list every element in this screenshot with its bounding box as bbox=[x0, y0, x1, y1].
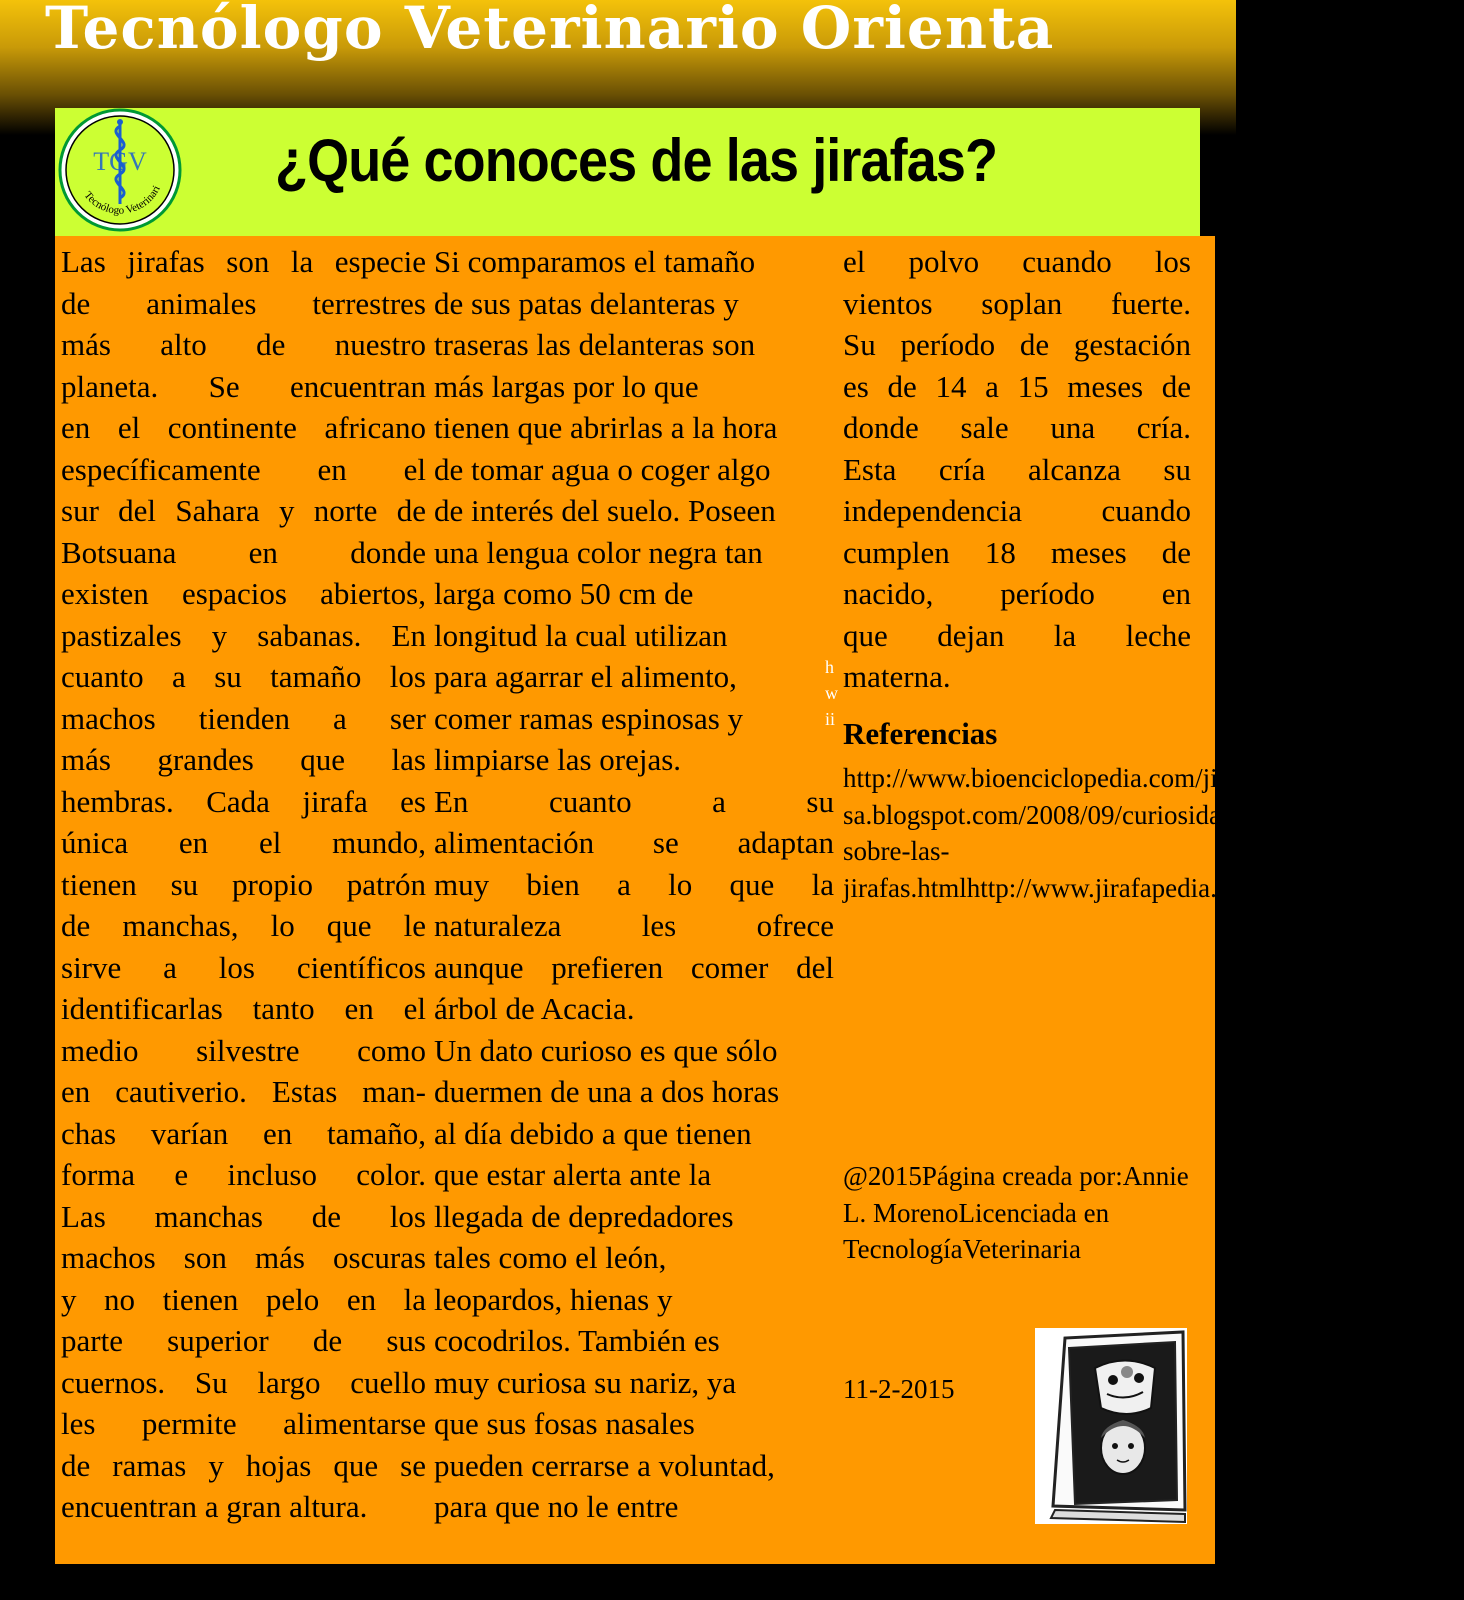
refs-line: /jirafa/ bbox=[1195, 763, 1268, 793]
refs-line: http:// bbox=[843, 763, 908, 793]
refs-line: www.jirafapedia.com/ bbox=[1031, 872, 1271, 903]
col2-line: comer ramas espinosas y bbox=[434, 700, 744, 736]
col2-line: Un dato curioso es que sólo bbox=[434, 1032, 778, 1068]
col1-line: forma e incluso color. bbox=[61, 1157, 426, 1192]
col1-line: de manchas, lo que le bbox=[61, 908, 426, 943]
col1-line: pastizales y sabanas. En bbox=[61, 617, 426, 653]
col2-line: de sus patas delanteras y bbox=[434, 285, 739, 321]
refs-line: http:// bbox=[1267, 763, 1332, 793]
col1-line: Botsuana en donde bbox=[61, 534, 426, 570]
col1-line: medio silvestre como bbox=[61, 1032, 426, 1068]
col1-line: Las manchas de los bbox=[61, 1198, 426, 1234]
col3-line: cumplen 18 meses de bbox=[843, 534, 1191, 570]
col3-line: vientos soplan fuerte. bbox=[843, 285, 1191, 321]
col2-line: aunque prefieren comer del bbox=[434, 949, 834, 985]
col1-line: más grandes que las bbox=[61, 742, 426, 777]
col2-line: En cuanto a su bbox=[434, 783, 834, 819]
col3-line: Su período de gestación bbox=[843, 327, 1191, 362]
col2-line: llegada de depredadores bbox=[434, 1198, 734, 1234]
page-title: ¿Qué conoces de las jirafas? bbox=[275, 127, 998, 194]
logo-initials: TGV bbox=[93, 147, 147, 176]
page-credit bbox=[843, 1158, 1193, 1268]
col2-line: tienen que abrirlas a la hora bbox=[434, 410, 778, 445]
col3-line: que dejan la leche bbox=[843, 617, 1191, 653]
col1-line: única en el mundo, bbox=[61, 825, 426, 860]
refs-line: www.bioenciclopedia.com bbox=[907, 763, 1196, 793]
col3-line: nacido, período en bbox=[843, 576, 1191, 611]
caduceus-icon bbox=[58, 108, 182, 232]
article-column-3 bbox=[843, 241, 1191, 698]
col1-line: en cautiverio. Estas man- bbox=[61, 1074, 426, 1109]
refs-line: sa.blogspot.com/2008/09/ bbox=[843, 799, 1122, 830]
col2-line: alimentación se adaptan bbox=[434, 825, 834, 860]
giraffe-window-icon bbox=[1035, 1328, 1187, 1524]
col2-line: que sus fosas nasales bbox=[434, 1406, 695, 1441]
col2-line: cocodrilos. También es bbox=[434, 1323, 720, 1358]
col2-line: tales como el león, bbox=[434, 1240, 667, 1275]
col1-line: y no tienen pelo en la bbox=[61, 1281, 426, 1317]
col1-line: de ramas y hojas que se bbox=[61, 1447, 426, 1483]
refs-line: curiosidades-sobre-las- bbox=[843, 799, 1266, 866]
col2-line: duermen de una a dos horas bbox=[434, 1074, 780, 1109]
col2-line: para agarrar el alimento, bbox=[434, 659, 737, 694]
col2-line: árbol de Acacia. bbox=[434, 991, 635, 1026]
references-heading: Referencias bbox=[843, 716, 998, 751]
col1-line: cuanto a su tamaño los bbox=[61, 659, 426, 694]
col1-line: sirve a los científicos bbox=[61, 949, 426, 985]
col2-line: de tomar agua o coger algo bbox=[434, 451, 771, 487]
credit-line: Licenciada en Tecnología bbox=[843, 1197, 1110, 1264]
col1-line: de animales terrestres bbox=[61, 285, 426, 321]
col1-line: hembras. Cada jirafa es bbox=[61, 783, 426, 819]
col2-line: muy curiosa su nariz, ya bbox=[434, 1364, 737, 1400]
col1-line: específicamente en el bbox=[61, 451, 426, 487]
credit-line: Annie L. Moreno bbox=[843, 1161, 1189, 1228]
refs-line: http:// bbox=[966, 872, 1032, 903]
col2-line: para que no le entre bbox=[434, 1489, 679, 1524]
refs-line: naturacurio- bbox=[1331, 763, 1464, 793]
article-column-1 bbox=[61, 241, 426, 1528]
col1-line: parte superior de sus bbox=[61, 1323, 426, 1358]
col1-line: machos son más oscuras bbox=[61, 1240, 426, 1275]
tgv-logo bbox=[58, 108, 182, 232]
col3-line: independencia cuando bbox=[843, 493, 1191, 528]
stray-text: h w ii bbox=[825, 657, 838, 729]
col2-line: longitud la cual utilizan bbox=[434, 617, 728, 653]
col1-line: les permite alimentarse bbox=[61, 1406, 426, 1441]
col1-line: más alto de nuestro bbox=[61, 327, 426, 362]
col2-line: que estar alerta ante la bbox=[434, 1157, 712, 1192]
credit-line: Veterinaria bbox=[962, 1234, 1081, 1264]
article-body bbox=[55, 236, 1464, 1564]
col1-line: cuernos. Su largo cuello bbox=[61, 1364, 426, 1400]
col2-line: naturaleza les ofrece bbox=[434, 908, 834, 943]
col1-line: machos tienden a ser bbox=[61, 700, 426, 736]
col3-line: Esta cría alcanza su bbox=[843, 451, 1191, 487]
refs-line: jirafas.html bbox=[843, 872, 967, 903]
col2-line: pueden cerrarse a voluntad, bbox=[434, 1447, 775, 1483]
col1-line: sur del Sahara y norte de bbox=[61, 493, 426, 528]
col3-line: es de 14 a 15 meses de bbox=[843, 368, 1191, 404]
col2-line: al día debido a que tienen bbox=[434, 1115, 752, 1151]
article-column-2 bbox=[434, 241, 834, 1528]
col2-line: leopardos, hienas y bbox=[434, 1281, 673, 1317]
col3-line: donde sale una cría. bbox=[843, 410, 1191, 445]
col1-line: en el continente africano bbox=[61, 410, 426, 445]
col3-line: materna. bbox=[843, 659, 951, 694]
col2-line: traseras las delanteras son bbox=[434, 327, 756, 362]
col2-line: Si comparamos el tamaño bbox=[434, 244, 756, 279]
col1-line: planeta. Se encuentran bbox=[61, 368, 426, 404]
col2-line: una lengua color negra tan bbox=[434, 534, 763, 570]
cartoon-illustration bbox=[1035, 1328, 1187, 1524]
col1-line: existen espacios abiertos, bbox=[61, 576, 426, 611]
col1-line: Las jirafas son la especie bbox=[61, 244, 426, 279]
publish-date: 11-2-2015 bbox=[843, 1374, 955, 1404]
logo-ring-text: Tecnólogo Veterinari bbox=[81, 183, 163, 217]
col1-line: identificarlas tanto en el bbox=[61, 991, 426, 1026]
banner-title: Tecnólogo Veterinario Orienta bbox=[45, 0, 1055, 62]
col2-line: muy bien a lo que la bbox=[434, 866, 834, 902]
col1-line: tienen su propio patrón bbox=[61, 866, 426, 902]
col2-line: limpiarse las orejas. bbox=[434, 742, 682, 777]
col1-line: encuentran a gran altura. bbox=[61, 1489, 368, 1524]
credit-line: @2015Página creada por: bbox=[843, 1161, 1123, 1191]
col2-line: más largas por lo que bbox=[434, 368, 699, 404]
col1-line: chas varían en tamaño, bbox=[61, 1115, 426, 1151]
col2-line: larga como 50 cm de bbox=[434, 576, 694, 611]
col2-line: de interés del suelo. Poseen bbox=[434, 493, 776, 528]
col3-line: el polvo cuando los bbox=[843, 244, 1191, 279]
references-list bbox=[843, 760, 1464, 906]
